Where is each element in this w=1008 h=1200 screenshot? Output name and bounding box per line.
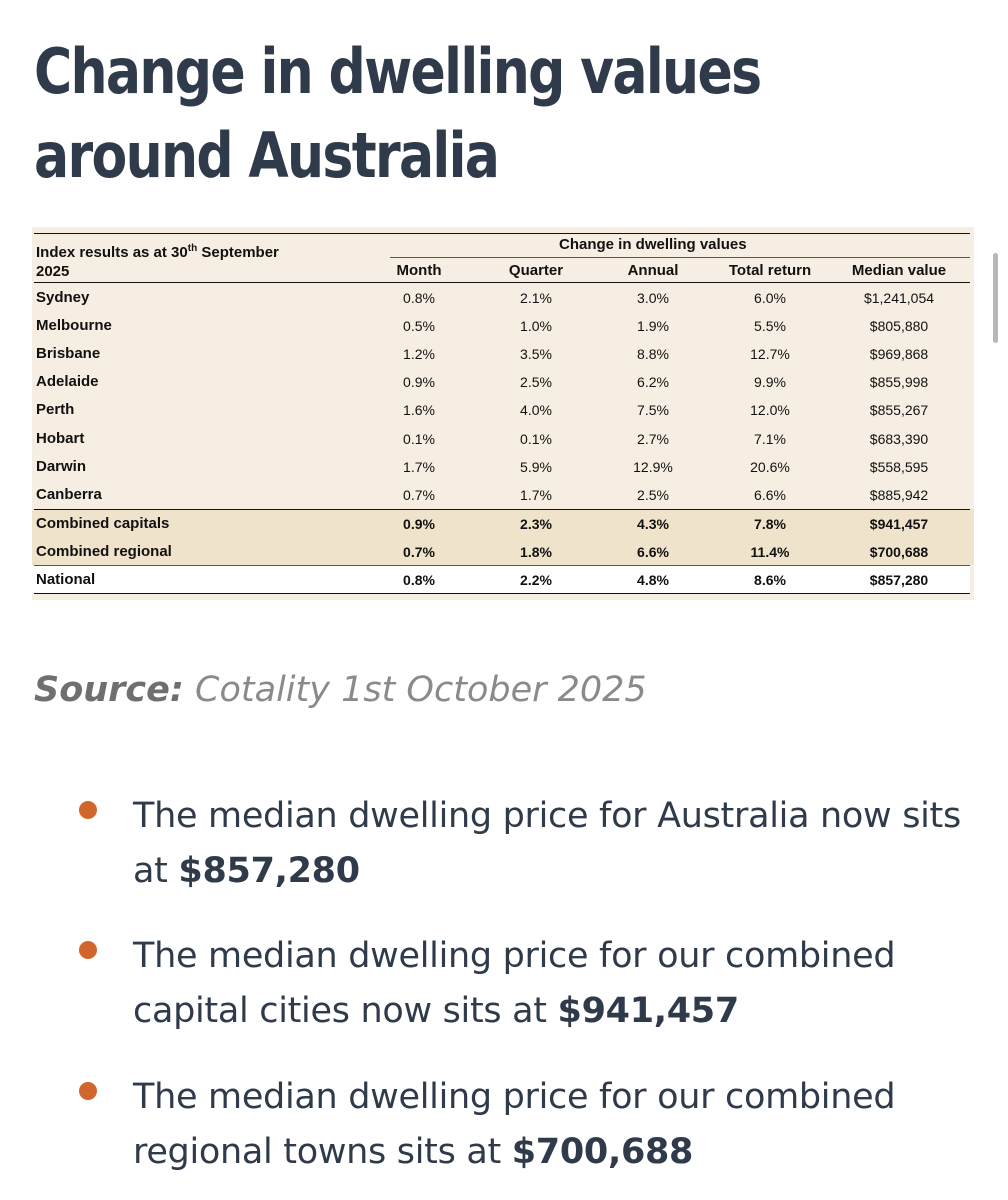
cell-median: $885,942 bbox=[869, 486, 929, 503]
cell-total: 5.5% bbox=[754, 318, 786, 335]
cell-annual: 3.0% bbox=[637, 290, 669, 306]
page-title: Change in dwelling values around Australia bbox=[34, 35, 761, 192]
column-header-month: Month bbox=[396, 262, 442, 279]
dwelling-values-table bbox=[32, 227, 974, 600]
cell-month: 0.9% bbox=[403, 516, 435, 532]
group-header: Change in dwelling values bbox=[559, 236, 747, 253]
bullet-dot bbox=[79, 941, 97, 959]
cell-annual: 7.5% bbox=[637, 402, 669, 419]
bullet-dot bbox=[79, 1082, 97, 1100]
cell-total: 7.1% bbox=[754, 430, 786, 447]
cell-total: 11.4% bbox=[750, 544, 790, 560]
cell-total: 20.6% bbox=[750, 458, 790, 475]
cell-total: 6.0% bbox=[754, 290, 786, 306]
cell-median: $857,280 bbox=[869, 572, 929, 588]
cell-annual: 6.6% bbox=[637, 544, 669, 560]
row-label: Darwin bbox=[36, 457, 87, 475]
table-row bbox=[32, 396, 974, 424]
cell-quarter: 5.9% bbox=[520, 458, 552, 475]
cell-month: 1.7% bbox=[403, 458, 435, 475]
cell-quarter: 1.0% bbox=[520, 318, 552, 335]
cell-month: 0.8% bbox=[403, 572, 435, 588]
cell-month: 0.7% bbox=[403, 544, 435, 560]
header-rule bbox=[34, 282, 970, 283]
cell-month: 0.8% bbox=[403, 290, 435, 306]
cell-quarter: 2.1% bbox=[520, 290, 552, 306]
cell-median: $700,688 bbox=[869, 544, 929, 560]
table-row bbox=[32, 481, 974, 509]
cell-annual: 6.2% bbox=[637, 374, 669, 391]
table-row bbox=[32, 425, 974, 453]
cell-month: 1.6% bbox=[403, 402, 435, 419]
cell-quarter: 1.7% bbox=[520, 486, 552, 503]
cell-annual: 12.9% bbox=[633, 458, 673, 475]
column-header-median-value: Median value bbox=[851, 262, 947, 279]
cell-total: 9.9% bbox=[754, 374, 786, 391]
row-label: Perth bbox=[36, 401, 75, 419]
scrollbar-thumb[interactable] bbox=[993, 253, 998, 343]
cell-annual: 2.5% bbox=[637, 486, 669, 503]
cell-month: 0.5% bbox=[403, 318, 435, 335]
cell-annual: 4.8% bbox=[637, 572, 669, 588]
table-row bbox=[32, 510, 974, 538]
row-label: Brisbane bbox=[36, 345, 101, 363]
bullet-dot bbox=[79, 801, 97, 819]
cell-annual: 2.7% bbox=[637, 430, 669, 447]
table-top-rule bbox=[34, 233, 970, 234]
bullet-item-national: The median dwelling price for Australia now sits at $857,280 bbox=[133, 796, 961, 891]
column-header-quarter: Quarter bbox=[508, 262, 564, 279]
cell-quarter: 1.8% bbox=[520, 544, 552, 560]
national-top-rule bbox=[34, 565, 970, 566]
row-label: Canberra bbox=[36, 485, 102, 503]
row-label: National bbox=[36, 571, 96, 588]
index-results-label: Index results as at 30th September 2025 bbox=[36, 243, 279, 280]
cell-total: 12.0% bbox=[750, 402, 790, 419]
cell-quarter: 2.5% bbox=[520, 374, 552, 391]
cell-month: 0.7% bbox=[403, 486, 435, 503]
table-row bbox=[32, 312, 974, 340]
cell-median: $941,457 bbox=[869, 516, 929, 532]
cell-median: $683,390 bbox=[869, 430, 929, 447]
table-bottom-rule bbox=[34, 593, 970, 594]
row-label: Combined capitals bbox=[36, 515, 170, 532]
cell-quarter: 4.0% bbox=[520, 402, 552, 419]
cell-quarter: 3.5% bbox=[520, 346, 552, 363]
cell-total: 12.7% bbox=[750, 346, 790, 363]
cell-total: 7.8% bbox=[754, 516, 786, 532]
table-row bbox=[32, 566, 974, 594]
table-row bbox=[32, 340, 974, 368]
cell-month: 1.2% bbox=[403, 346, 435, 363]
cell-month: 0.1% bbox=[403, 430, 435, 447]
cell-median: $969,868 bbox=[869, 346, 929, 363]
cell-annual: 4.3% bbox=[637, 516, 669, 532]
cell-median: $558,595 bbox=[869, 458, 929, 475]
table-row bbox=[32, 284, 974, 312]
column-header-annual: Annual bbox=[627, 262, 679, 279]
table-row bbox=[32, 538, 974, 566]
cell-median: $1,241,054 bbox=[863, 290, 935, 306]
bullet-item-regional: The median dwelling price for our combined regional towns sits at $700,688 bbox=[133, 1077, 896, 1172]
table-row bbox=[32, 368, 974, 396]
cell-median: $855,267 bbox=[869, 402, 929, 419]
summary-top-rule bbox=[34, 509, 970, 510]
cell-annual: 8.8% bbox=[637, 346, 669, 363]
group-header-rule bbox=[390, 257, 970, 258]
source-caption: Source: Cotality 1st October 2025 bbox=[34, 670, 647, 710]
cell-month: 0.9% bbox=[403, 374, 435, 391]
row-label: Melbourne bbox=[36, 317, 112, 335]
cell-total: 8.6% bbox=[754, 572, 786, 588]
cell-median: $805,880 bbox=[869, 318, 929, 335]
row-label: Sydney bbox=[36, 289, 90, 306]
bullet-item-capitals: The median dwelling price for our combined capital cities now sits at $941,457 bbox=[133, 936, 896, 1031]
cell-quarter: 2.3% bbox=[520, 516, 552, 532]
cell-annual: 1.9% bbox=[637, 318, 669, 335]
row-label: Hobart bbox=[36, 429, 85, 447]
cell-quarter: 2.2% bbox=[520, 572, 552, 588]
cell-median: $855,998 bbox=[869, 374, 929, 391]
row-label: Combined regional bbox=[36, 543, 172, 560]
row-label: Adelaide bbox=[36, 373, 99, 391]
cell-total: 6.6% bbox=[754, 486, 786, 503]
table-row bbox=[32, 453, 974, 481]
cell-quarter: 0.1% bbox=[520, 430, 552, 447]
column-header-total-return: Total return bbox=[728, 262, 812, 279]
